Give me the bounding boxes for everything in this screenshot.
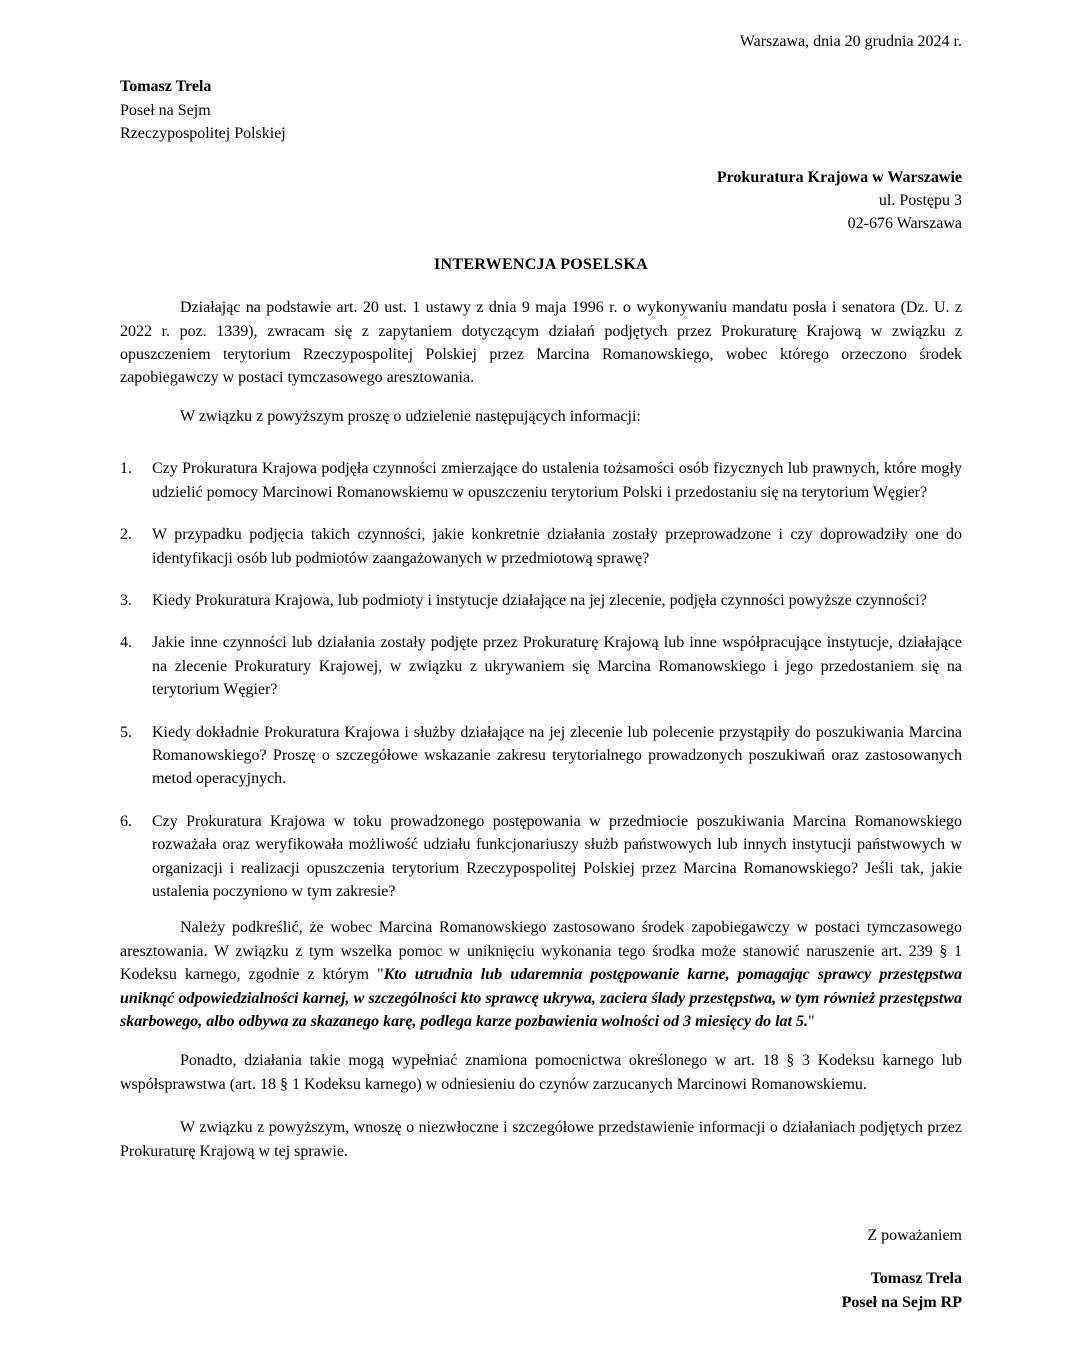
questions-list: [120, 457, 962, 903]
question-text: Czy Prokuratura Krajowa podjęła czynności zmierzające do ustalenia tożsamości osób fizycznych lub prawnych, które mogły udzielić pomocy Marcinowi Romanowskiemu w opuszczeniu terytorium Polski i przedostaniu się na terytorium Węgier?: [152, 460, 962, 501]
recipient-name: Prokuratura Krajowa w Warszawie: [716, 168, 962, 186]
legal-paragraph: [120, 916, 962, 1033]
question-text: Jakie inne czynności lub działania zostały podjęte przez Prokuraturę Krajową lub inne współpracujące instytucje, działające na zlecenie Prokuratury Krajowej, w związku z ukrywaniem się Marcina Romanowskiego i jego przedostaniem się na terytorium Węgier?: [152, 634, 962, 699]
signature-name: Tomasz Trela: [870, 1270, 962, 1288]
question-item: [120, 523, 962, 570]
sender-role: Poseł na Sejm: [120, 101, 211, 119]
question-item: [120, 631, 962, 701]
date-line: Warszawa, dnia 20 grudnia 2024 r.: [739, 33, 962, 50]
question-number: 4.: [120, 634, 132, 652]
document-title: INTERWENCJA POSELSKA: [434, 255, 648, 273]
question-text: Kiedy dokładnie Prokuratura Krajowa i służby działające na jej zlecenie lub polecenie przystąpiły do poszukiwania Marcina Romanowskiego? Proszę o szczegółowe wskazanie zakresu terytorialnego prowadzonych poszukiwań oraz zastosowanych metod operacyjnych.: [152, 723, 962, 788]
sender-block: [120, 75, 962, 145]
question-item: [120, 457, 962, 504]
question-number: 2.: [120, 526, 132, 544]
question-text: Czy Prokuratura Krajowa w toku prowadzonego postępowania w przedmiocie poszukiwania Marcina Romanowskiego rozważała oraz weryfikowała możliwość udziału funkcjonariuszy służb państwowych lub innych instytucji państwowych w organizacji i realizacji opuszczenia terytorium Rzeczypospolitej Polskiej przez Marcina Romanowskiego? Jeśli tak, jakie ustalenia poczyniono w tym zakresie?: [152, 812, 962, 900]
question-item: [120, 589, 962, 612]
recipient-city: 02-676 Warszawa: [847, 215, 962, 233]
legal-quote: Kto utrudnia lub udaremnia postępowanie karne, pomagając sprawcy przestępstwa uniknąć odpowiedzialności karnej, w szczególności kto sprawcę ukrywa, zaciera ślady przestępstwa, w tym również przestępstwa skarbowego, albo odbywa za skazanego karę, podlega karze pozbawienia wolności od 3 miesięcy do lat 5.: [120, 966, 962, 1030]
signoff: Z poważaniem: [867, 1227, 962, 1245]
sender-org: Rzeczypospolitej Polskiej: [120, 125, 286, 143]
signature-block: [120, 1267, 962, 1314]
intro-paragraph: Działając na podstawie art. 20 ust. 1 ustawy z dnia 9 maja 1996 r. o wykonywaniu mandatu posła i senatora (Dz. U. z 2022 r. poz. 1339), zwracam się z zapytaniem dotyczącym działań podjętych przez Prokuraturę Krajową w związku z opuszczeniem terytorium Rzeczypospolitej Polskiej przez Marcina Romanowskiego, wobec którego orzeczono środek zapobiegawczy w postaci tymczasowego aresztowania.: [120, 299, 962, 387]
recipient-street: ul. Postępu 3: [878, 192, 962, 210]
question-text: Kiedy Prokuratura Krajowa, lub podmioty i instytucje działające na jej zlecenie, podjęła czynności powyższe czynności?: [152, 591, 927, 609]
legal-paragraph-prefix: Należy podkreślić, że wobec Marcina Romanowskiego zastosowano środek zapobiegawczy w postaci tymczasowego aresztowania. W związku z tym wszelka pomoc w uniknięciu wykonania tego środka może stanowić naruszenie art. 239 § 1 Kodeksu karnego, zgodnie z którym ": [120, 919, 962, 984]
question-number: 5.: [120, 723, 132, 741]
question-item: [120, 721, 962, 791]
question-number: 6.: [120, 812, 132, 830]
request-line: W związku z powyższym proszę o udzielenie następujących informacji:: [180, 407, 641, 425]
question-item: [120, 810, 962, 904]
closing-paragraph: W związku z powyższym, wnoszę o niezwłoczne i szczegółowe przedstawienie informacji o działaniach podjętych przez Prokuraturę Krajową w tej sprawie.: [120, 1119, 962, 1160]
recipient-block: [120, 166, 962, 236]
question-number: 3.: [120, 591, 132, 609]
aiding-paragraph: Ponadto, działania takie mogą wypełniać znamiona pomocnictwa określonego w art. 18 § 3 Kodeksu karnego lub współsprawstwa (art. 18 § 1 Kodeksu karnego) w odniesieniu do czynów zarzucanych Marcinowi Romanowskiemu.: [120, 1052, 962, 1093]
signature-role: Poseł na Sejm RP: [841, 1293, 962, 1311]
question-number: 1.: [120, 460, 132, 478]
question-text: W przypadku podjęcia takich czynności, jakie konkretnie działania zostały przeprowadzone i czy doprowadziły one do identyfikacji osób lub podmiotów zaangażowanych w przedmiotową sprawę?: [152, 526, 962, 567]
legal-paragraph-suffix: ": [808, 1013, 815, 1030]
sender-name: Tomasz Trela: [120, 78, 212, 96]
